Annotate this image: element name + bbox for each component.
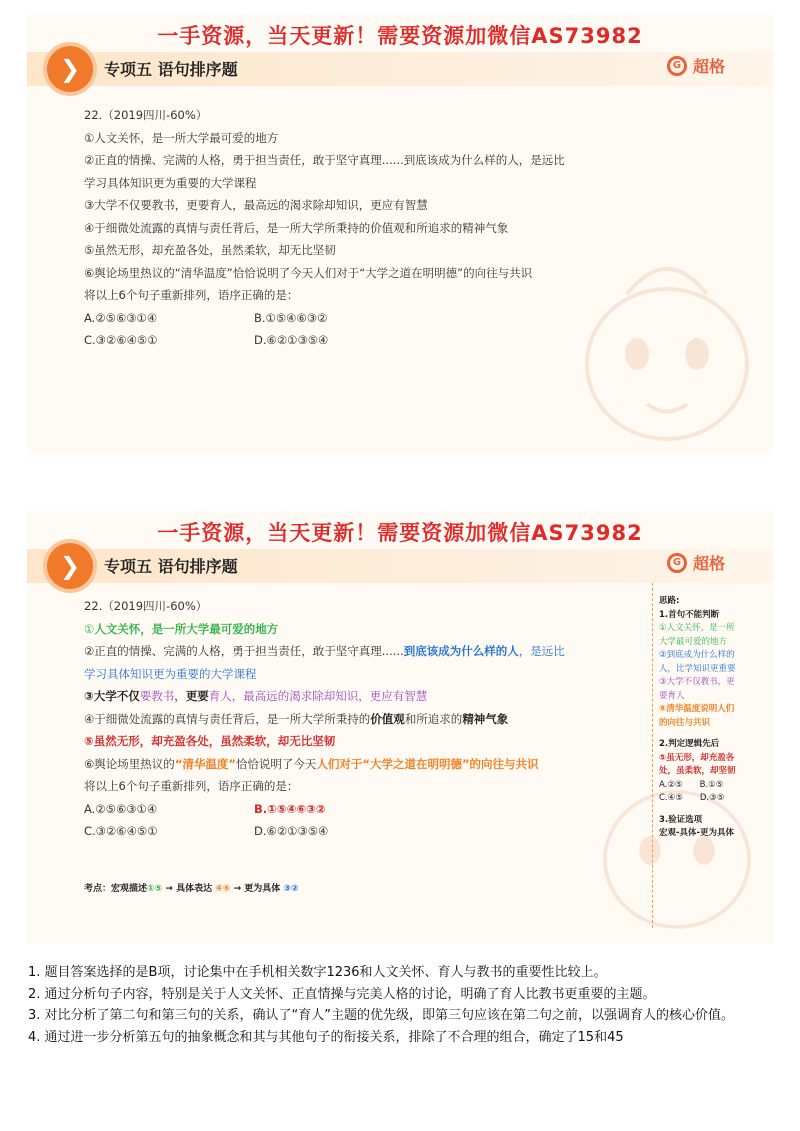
options [84,307,684,352]
sentence-3: ③大学不仅要教书，更要育人，最高远的渴求除却知识，更应有智慧 [84,689,428,703]
sentence-5: ⑤虽然无形，却充盈各处，虽然柔软，却无比坚韧 [84,734,336,748]
chevron-right-icon: ❯ [47,543,93,589]
annotated-question-block [84,595,654,843]
options [84,798,654,843]
option-a: A.②⑤⑥③①④ [84,310,158,325]
question-prompt: 将以上6个句子重新排列，语序正确的是： [84,779,299,793]
side-step-3: 3.验证选项 [659,814,703,825]
sentence-4: ④于细微处流露的真情与责任背后，是一所大学所秉持的价值观和所追求的精神气象 [84,220,509,235]
sentence-5: ⑤虽然无形，却充盈各处，虽然柔软，却无比坚韧 [84,243,336,257]
option-b: B.①⑤④⑥③② [254,310,328,325]
slide-annotated [27,511,773,944]
note-item: 4. 通过进一步分析第五句的抽象概念和其与其他句子的衔接关系，排除了不合理的组合，确定了15和45 [28,1029,624,1045]
option-c: C.③②⑥④⑤① [84,824,158,838]
option-c: C.③②⑥④⑤① [84,333,158,347]
sentence-6: ⑥舆论场里热议的“清华温度”恰恰说明了今天人们对于“大学之道在明明德”的向往与共识 [84,756,539,771]
option-a: A.②⑤⑥③①④ [84,801,158,816]
side-step-1: 1.首句不能判断 [659,609,720,620]
question-number: 22.（2019四川-60%） [84,108,208,122]
sentence-2-cont: 学习具体知识更为重要的大学课程 [84,666,257,681]
sentence-1: ①人文关怀，是一所大学最可爱的地方 [84,621,279,636]
option-d: D.⑥②①③⑤④ [254,824,329,838]
sentence-1: ①人文关怀，是一所大学最可爱的地方 [84,130,279,145]
sentence-4: ④于细微处流露的真情与责任背后，是一所大学所秉持的价值观和所追求的精神气象 [84,711,509,726]
key-point: 考点：宏观描述①⑤ → 具体表达 ④⑥ → 更为具体 ③② [84,884,299,894]
resource-banner: 一手资源，当天更新！需要资源加微信AS73982 [157,24,643,48]
note-item: 2. 通过分析句子内容，特别是关于人文关怀、正直情操与完美人格的讨论，明确了育人比教书更重要的主题。 [28,986,656,1002]
brand-g-icon: G [667,553,687,573]
question-number: 22.（2019四川-60%） [84,599,208,613]
side-step-2: 2.判定逻辑先后 [659,739,720,749]
brand-logo-text: 超格 [692,57,725,76]
option-b-answer: B.①⑤④⑥③② [254,801,326,816]
chevron-right-icon: ❯ [47,46,93,92]
brand-logo-text: 超格 [692,554,725,573]
sentence-3: ③大学不仅要教书，更要育人，最高远的渴求除却知识，更应有智慧 [84,198,428,212]
brand-logo [667,54,725,77]
dashed-divider [652,583,653,928]
sentence-6: ⑥舆论场里热议的“清华温度”恰恰说明了今天人们对于“大学之道在明明德”的向往与共识 [84,265,533,280]
section-title: 专项五 语句排序题 [104,60,238,79]
thinking-panel: 思路: 1.首句不能判断 ①人文关怀，是一所 大学最可爱的地方 ②到底成为什么样的 人，比学知识更重要 ③大学不仅教书，更 要育人 ⑥清华温度说明人们 的向往与共识 2.判定逻辑先后 ⑤虽无形，却充盈各 处，虽柔软，却坚韧 A.②⑤ B.①⑤ C.④⑤ D.③⑤ 3.验证选项 宏观-具体-更为具体 [659,595,769,849]
question-prompt: 将以上6个句子重新排列，语序正确的是： [84,288,299,302]
sentence-2: ②正直的情操、完满的人格，勇于担当责任，敢于坚守真理......到底该成为什么样的人，是远比 [84,153,565,167]
resource-banner: 一手资源，当天更新！需要资源加微信AS73982 [157,521,643,545]
side-title: 思路: [659,596,680,606]
note-item: 1. 题目答案选择的是B项，讨论集中在手机相关数字1236和人文关怀、育人与教书的重要性比较上。 [28,965,607,980]
brand-logo [667,551,725,574]
question-block [84,104,684,352]
brand-g-icon: G [667,56,687,76]
note-item: 3. 对比分析了第二句和第三句的关系，确认了“育人”主题的优先级，即第三句应该在第二句之前，以强调育人的核心价值。 [28,1008,735,1023]
section-title: 专项五 语句排序题 [104,557,238,576]
sentence-2: ②正直的情操、完满的人格，勇于担当责任，敢于坚守真理......到底该成为什么样的人，是远比 [84,644,565,658]
option-d: D.⑥②①③⑤④ [254,333,329,347]
analysis-notes [28,962,773,1048]
slide-question [27,14,773,454]
sentence-2-cont: 学习具体知识更为重要的大学课程 [84,175,257,190]
